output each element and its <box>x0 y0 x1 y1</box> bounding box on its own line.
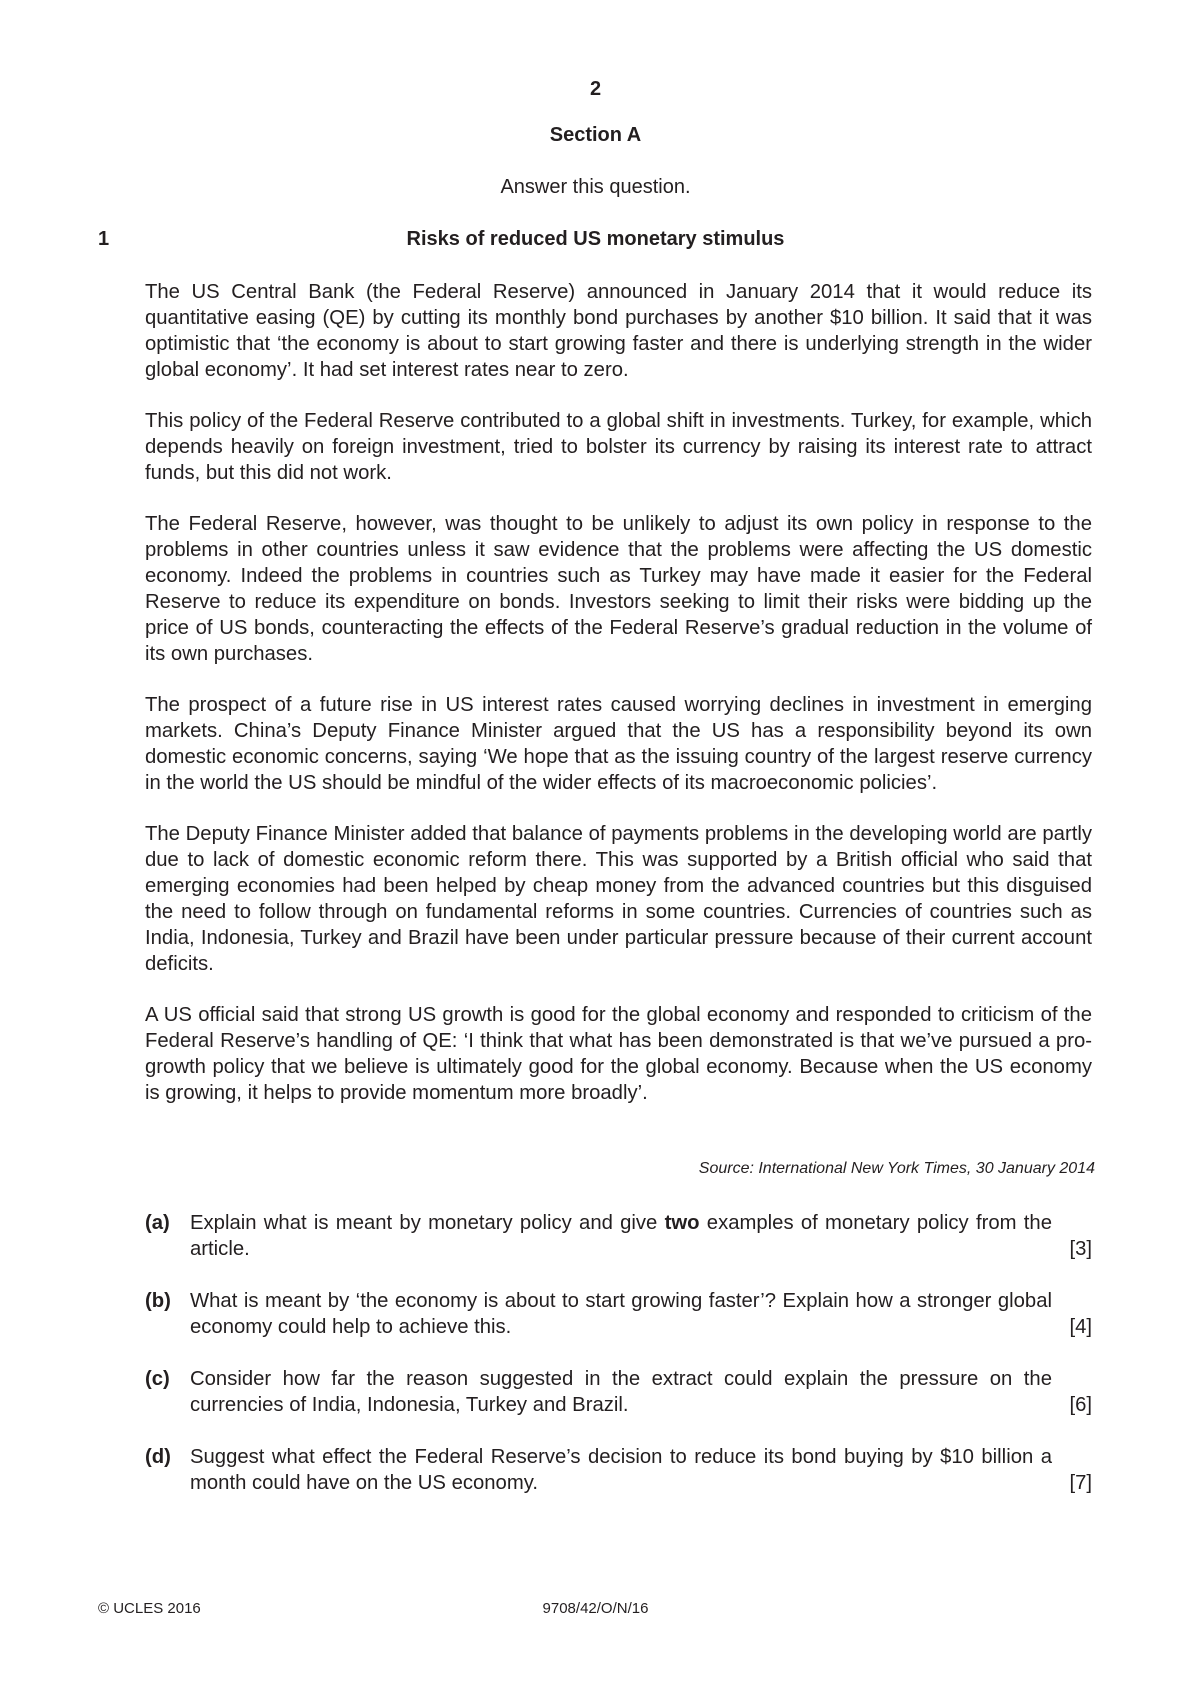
footer-copyright: © UCLES 2016 <box>98 1600 201 1617</box>
part-marks: [7] <box>1069 1472 1092 1494</box>
question-part-a <box>145 1210 1092 1262</box>
part-text: Explain what is meant by monetary policy and give two examples of monetary policy from the article. <box>190 1212 1052 1260</box>
question-part-d <box>145 1444 1092 1496</box>
part-label: (d) <box>145 1446 171 1468</box>
part-marks: [6] <box>1069 1394 1092 1416</box>
footer-paper-code: 9708/42/O/N/16 <box>542 1600 649 1617</box>
part-text: Consider how far the reason suggested in the extract could explain the pressure on the currencies of India, Indonesia, Turkey and Brazil. <box>190 1368 1052 1416</box>
article-paragraph: The Federal Reserve, however, was thought to be unlikely to adjust its own policy in response to the problems in other countries unless it saw evidence that the problems were affecting the US domestic economy. Indeed the problems in countries such as Turkey may have made it easier for the Federal Reserve to reduce its expenditure on bonds. Investors seeking to limit their risks were bidding up the price of US bonds, counteracting the effects of the Federal Reserve’s gradual reduction in the volume of its own purchases. <box>145 513 1092 665</box>
article-paragraph: The Deputy Finance Minister added that balance of payments problems in the developing world are partly due to lack of domestic economic reform there. This was supported by a British official who said that emerging economies had been helped by cheap money from the advanced countries but this disguised the need to follow through on fundamental reforms in some countries. Currencies of countries such as India, Indonesia, Turkey and Brazil have been under particular pressure because of their current account deficits. <box>145 823 1092 975</box>
question-part-b <box>145 1288 1092 1340</box>
instruction: Answer this question. <box>500 176 691 198</box>
question-part-c <box>145 1366 1092 1418</box>
article-paragraph: The prospect of a future rise in US interest rates caused worrying declines in investment in emerging markets. China’s Deputy Finance Minister argued that the US has a responsibility beyond its own domestic economic concerns, saying ‘We hope that as the issuing country of the largest reserve currency in the world the US should be mindful of the wider effects of its macroeconomic policies’. <box>145 694 1092 794</box>
question-parts <box>145 1210 1092 1522</box>
part-label: (c) <box>145 1368 170 1390</box>
article-paragraph: The US Central Bank (the Federal Reserve) announced in January 2014 that it would reduce its quantitative easing (QE) by cutting its monthly bond purchases by another $10 billion. It said that it was optimistic that ‘the economy is about to start growing faster and there is underlying strength in the wider global economy’. It had set interest rates near to zero. <box>145 281 1092 381</box>
article <box>145 279 1092 1131</box>
article-paragraph: This policy of the Federal Reserve contributed to a global shift in investments. Turkey, for example, which depends heavily on foreign investment, tried to bolster its currency by raising its interest rate to attract funds, but this did not work. <box>145 410 1092 484</box>
part-marks: [3] <box>1069 1238 1092 1260</box>
question-title: Risks of reduced US monetary stimulus <box>406 228 785 250</box>
page-number: 2 <box>589 78 602 100</box>
source-citation: Source: International New York Times, 30 January 2014 <box>698 1160 1095 1177</box>
part-marks: [4] <box>1069 1316 1092 1338</box>
question-number: 1 <box>98 228 110 250</box>
section-title: Section A <box>549 124 642 146</box>
part-label: (a) <box>145 1212 170 1234</box>
emphasis: two <box>664 1212 700 1234</box>
part-text: What is meant by ‘the economy is about to start growing faster’? Explain how a stronger global economy could help to achieve this. <box>190 1290 1052 1338</box>
article-paragraph: A US official said that strong US growth is good for the global economy and responded to criticism of the Federal Reserve’s handling of QE: ‘I think that what has been demonstrated is that we’ve pursued a pro-growth policy that we believe is ultimately good for the global economy. Because when the US economy is growing, it helps to provide momentum more broadly’. <box>145 1004 1092 1104</box>
part-text: Suggest what effect the Federal Reserve’s decision to reduce its bond buying by $10 billion a month could have on the US economy. <box>190 1446 1052 1494</box>
part-label: (b) <box>145 1290 171 1312</box>
